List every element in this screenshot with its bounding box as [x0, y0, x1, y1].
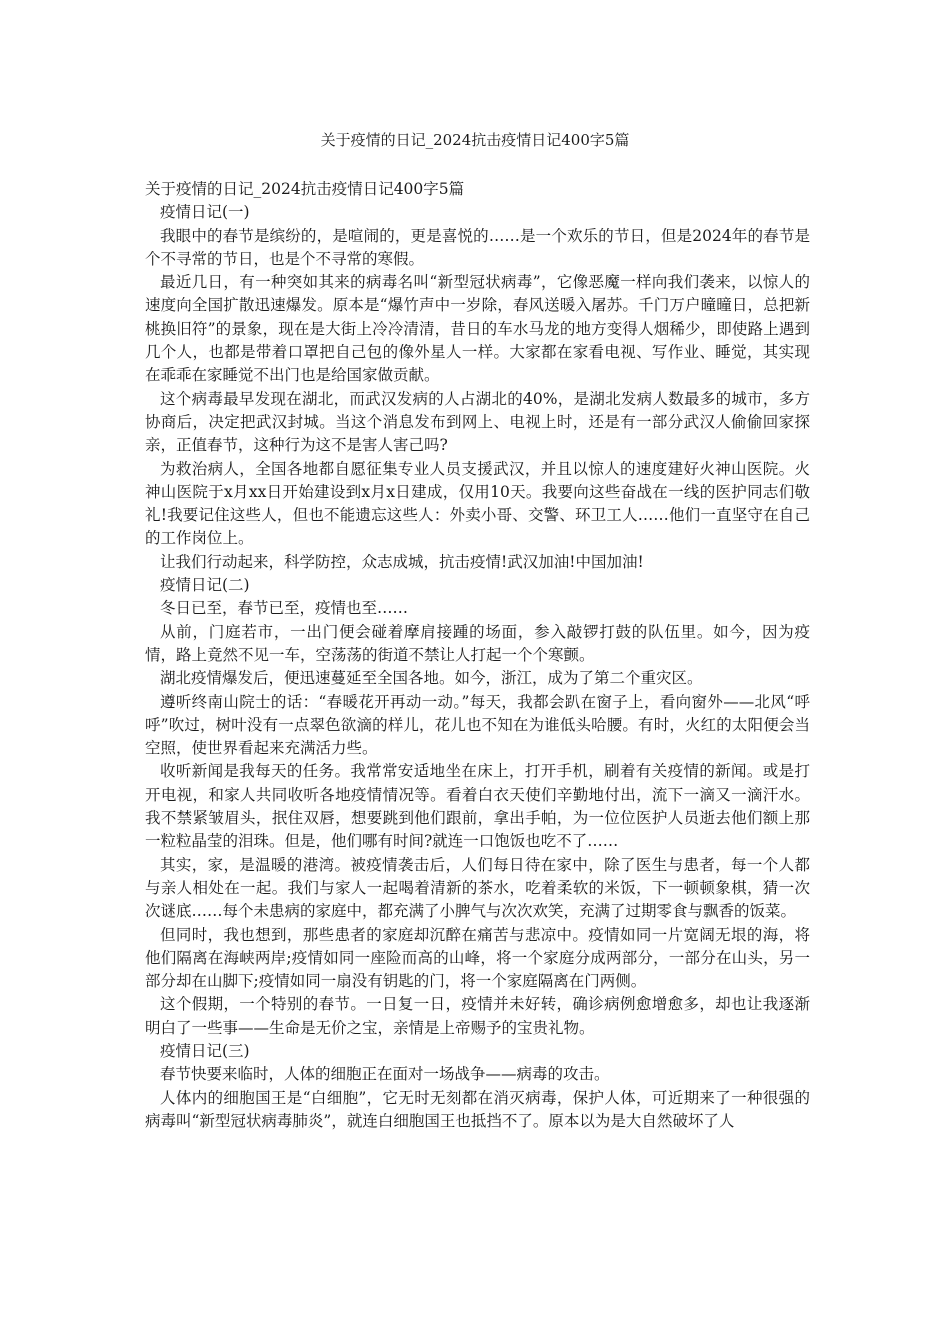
- paragraph: 收听新闻是我每天的任务。我常常安适地坐在床上，打开手机，刷着有关疫情的新闻。或是打开电视，和家人共同收听各地疫情情况等。看着白衣天使们辛勤地付出，流下一滴又一滴汗水。我不禁紧皱眉头，抿住双唇，想要跳到他们跟前，拿出手帕，为一位位医护人员逝去他们额上那一粒粒晶莹的泪珠。但是，他们哪有时间?就连一口饱饭也吃不了……: [145, 762, 810, 851]
- paragraph: 最近几日，有一种突如其来的病毒名叫“新型冠状病毒”，它像恶魔一样向我们袭来，以惊人的速度向全国扩散迅速爆发。原本是“爆竹声中一岁除，春风送暖入屠苏。千门万户曈曈日，总把新桃换旧符”的景象，现在是大街上冷冷清清，昔日的车水马龙的地方变得人烟稀少，即使路上遇到几个人，也都是带着口罩把自己包的像外星人一样。大家都在家看电视、写作业、睡觉，其实现在乖乖在家睡觉不出门也是给国家做贡献。: [145, 273, 810, 385]
- paragraph: 让我们行动起来，科学防控，众志成城，抗击疫情!武汉加油!中国加油!: [160, 552, 644, 571]
- paragraph: 冬日已至，春节已至，疫情也至……: [160, 599, 409, 618]
- section-heading: 疫情日记(二): [160, 576, 250, 595]
- paragraph: 我眼中的春节是缤纷的，是喧闹的，更是喜悦的……是一个欢乐的节日，但是2024年的春节是个不寻常的节日，也是个不寻常的寒假。: [145, 226, 810, 268]
- document-title: 关于疫情的日记_2024抗击疫情日记400字5篇: [320, 131, 630, 149]
- paragraph: 从前，门庭若市，一出门便会碰着摩肩接踵的场面，参入敲锣打鼓的队伍里。如今，因为疫情，路上竟然不见一车，空荡荡的街道不禁让人打起一个个寒颤。: [145, 622, 810, 664]
- paragraph: 人体内的细胞国王是“白细胞”，它无时无刻都在消灭病毒，保护人体，可近期来了一种很强的病毒叫“新型冠状病毒肺炎”，就连白细胞国王也抵挡不了。原本以为是大自然破坏了人: [145, 1088, 810, 1130]
- paragraph: 其实，家，是温暖的港湾。被疫情袭击后，人们每日待在家中，除了医生与患者，每一个人都与亲人相处在一起。我们与家人一起喝着清新的茶水，吃着柔软的米饭，下一顿顿象棋，猜一次次谜底……每个未患病的家庭中，都充满了小脾气与次次欢笑，充满了过期零食与飘香的饭菜。: [145, 855, 810, 921]
- paragraph: 春节快要来临时，人体的细胞正在面对一场战争——病毒的攻击。: [160, 1065, 610, 1084]
- document-heading: 关于疫情的日记_2024抗击疫情日记400字5篇: [145, 180, 465, 198]
- section-heading: 疫情日记(一): [160, 203, 250, 222]
- paragraph: 这个假期，一个特别的春节。一日复一日，疫情并未好转，确诊病例愈增愈多，却也让我逐渐明白了一些事——生命是无价之宝，亲情是上帝赐予的宝贵礼物。: [145, 995, 810, 1037]
- document-body: [145, 178, 810, 1133]
- section-heading: 疫情日记(三): [160, 1041, 250, 1060]
- paragraph: 为救治病人，全国各地都自愿征集专业人员支援武汉，并且以惊人的速度建好火神山医院。火神山医院于x月xx日开始建设到x月x日建成，仅用10天。我要向这些奋战在一线的医护同志们敬礼!我要记住这些人，但也不能遗忘这些人：外卖小哥、交警、环卫工人……他们一直坚守在自己的工作岗位上。: [145, 459, 810, 548]
- paragraph: 遵听终南山院士的话：“春暖花开再动一动。”每天，我都会趴在窗子上，看向窗外——北风“呼呼”吹过，树叶没有一点翠色欲滴的样儿，花儿也不知在为谁低头哈腰。有时，火红的太阳便会当空照，使世界看起来充满活力些。: [145, 692, 810, 758]
- paragraph: 但同时，我也想到，那些患者的家庭却沉醉在痛苦与悲凉中。疫情如同一片宽阔无垠的海，将他们隔离在海峡两岸;疫情如同一座险而高的山峰，将一个家庭分成两部分，一部分在山头，另一部分却在山脚下;疫情如同一扇没有钥匙的门，将一个家庭隔离在门两侧。: [145, 925, 810, 991]
- paragraph: 这个病毒最早发现在湖北，而武汉发病的人占湖北的40%，是湖北发病人数最多的城市，多方协商后，决定把武汉封城。当这个消息发布到网上、电视上时，还是有一部分武汉人偷偷回家探亲，正值春节，这种行为这不是害人害己吗?: [145, 389, 810, 455]
- paragraph: 湖北疫情爆发后，便迅速蔓延至全国各地。如今，浙江，成为了第二个重灾区。: [160, 669, 703, 688]
